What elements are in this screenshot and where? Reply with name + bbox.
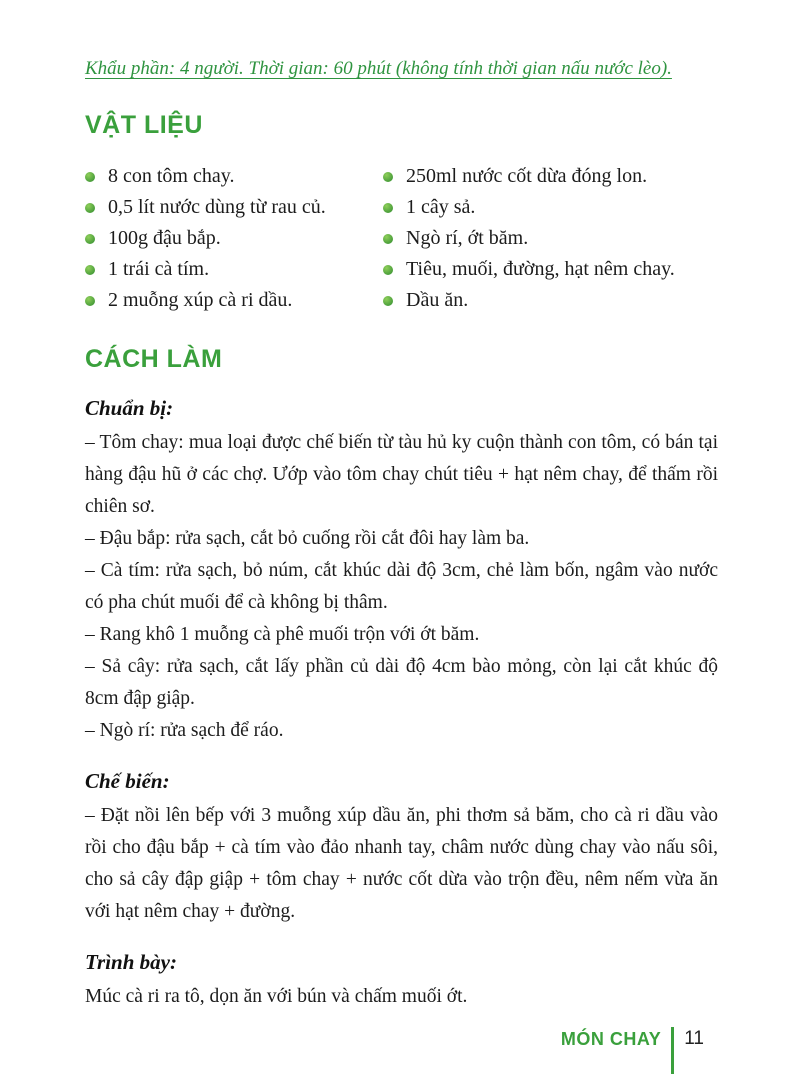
ingredient-list-item	[85, 192, 383, 223]
bullet-icon	[383, 265, 393, 275]
cook-paragraphs	[85, 800, 718, 928]
ingredient-text: 2 muỗng xúp cà ri dầu.	[108, 289, 293, 312]
ingredient-list-item	[85, 254, 383, 285]
footer-page-number: 11	[684, 1028, 704, 1050]
ingredients-section-title: VẬT LIỆU	[85, 110, 203, 139]
serve-heading: Trình bày:	[85, 950, 177, 975]
serving-info-line: Khẩu phần: 4 người. Thời gian: 60 phút (không tính thời gian nấu nước lèo).	[85, 58, 672, 79]
ingredient-text: 250ml nước cốt dừa đóng lon.	[406, 165, 648, 188]
method-paragraph: – Tôm chay: mua loại được chế biến từ tàu hủ ky cuộn thành con tôm, có bán tại hàng đậu hũ ở các chợ. Ướp vào tôm chay chút tiêu + hạt nêm chay, để thấm rồi chiên sơ.	[85, 431, 718, 517]
ingredient-list-item	[85, 285, 383, 316]
ingredient-text: 1 trái cà tím.	[108, 258, 210, 281]
ingredient-list-item	[383, 285, 718, 316]
ingredient-text: Tiêu, muối, đường, hạt nêm chay.	[406, 258, 675, 281]
bullet-icon	[85, 265, 95, 275]
bullet-icon	[383, 203, 393, 213]
ingredient-text: 0,5 lít nước dùng từ rau củ.	[108, 196, 326, 219]
bullet-icon	[383, 172, 393, 182]
serve-section	[85, 950, 718, 1013]
footer-divider-bar	[671, 1027, 674, 1074]
bullet-icon	[85, 172, 95, 182]
bullet-icon	[383, 234, 393, 244]
ingredients-right-list	[383, 161, 718, 316]
bullet-icon	[383, 296, 393, 306]
ingredient-list-item	[383, 192, 718, 223]
prep-section	[85, 396, 718, 747]
serve-paragraphs	[85, 981, 718, 1013]
ingredient-list-item	[85, 223, 383, 254]
ingredient-text: Dầu ăn.	[406, 289, 469, 312]
ingredient-list-item	[383, 223, 718, 254]
ingredient-list-item	[85, 161, 383, 192]
method-paragraph: Múc cà ri ra tô, dọn ăn với bún và chấm muối ớt.	[85, 986, 468, 1008]
method-section-title: CÁCH LÀM	[85, 345, 223, 374]
bullet-icon	[85, 234, 95, 244]
bullet-icon	[85, 296, 95, 306]
method-paragraph: – Đậu bắp: rửa sạch, cắt bỏ cuống rồi cắt đôi hay làm ba.	[85, 527, 530, 549]
ingredient-list-item	[383, 161, 718, 192]
method-paragraph: – Đặt nồi lên bếp với 3 muỗng xúp dầu ăn, phi thơm sả băm, cho cà ri dầu vào rồi cho đậu bắp + cà tím vào đảo nhanh tay, châm nước dùng chay vào nấu sôi, cho sả cây đập giập + tôm chay + nước cốt dừa vào trộn đều, nêm nếm vừa ăn với hạt nêm chay + đường.	[85, 805, 718, 923]
ingredients-columns	[85, 161, 718, 316]
method-paragraph: – Sả cây: rửa sạch, cắt lấy phần củ dài độ 4cm bào mỏng, còn lại cắt khúc độ 8cm đập giập.	[85, 655, 718, 709]
prep-heading: Chuẩn bị:	[85, 395, 174, 420]
ingredient-text: 100g đậu bắp.	[108, 227, 221, 250]
cook-heading: Chế biến:	[85, 768, 170, 793]
ingredient-text: 8 con tôm chay.	[108, 165, 235, 188]
page-footer	[85, 1027, 718, 1074]
prep-paragraphs	[85, 427, 718, 747]
ingredient-text: Ngò rí, ớt băm.	[406, 227, 529, 250]
bullet-icon	[85, 203, 95, 213]
footer-category-label: MÓN CHAY	[560, 1029, 662, 1050]
ingredient-text: 1 cây sả.	[406, 196, 476, 219]
method-paragraph: – Rang khô 1 muỗng cà phê muối trộn với ớt băm.	[85, 623, 480, 645]
method-paragraph: – Ngò rí: rửa sạch để ráo.	[85, 719, 284, 741]
cook-section	[85, 769, 718, 928]
ingredients-left-list	[85, 161, 383, 316]
ingredient-list-item	[383, 254, 718, 285]
method-paragraph: – Cà tím: rửa sạch, bỏ núm, cắt khúc dài độ 3cm, chẻ làm bốn, ngâm vào nước có pha chút muối để cà không bị thâm.	[85, 559, 718, 613]
